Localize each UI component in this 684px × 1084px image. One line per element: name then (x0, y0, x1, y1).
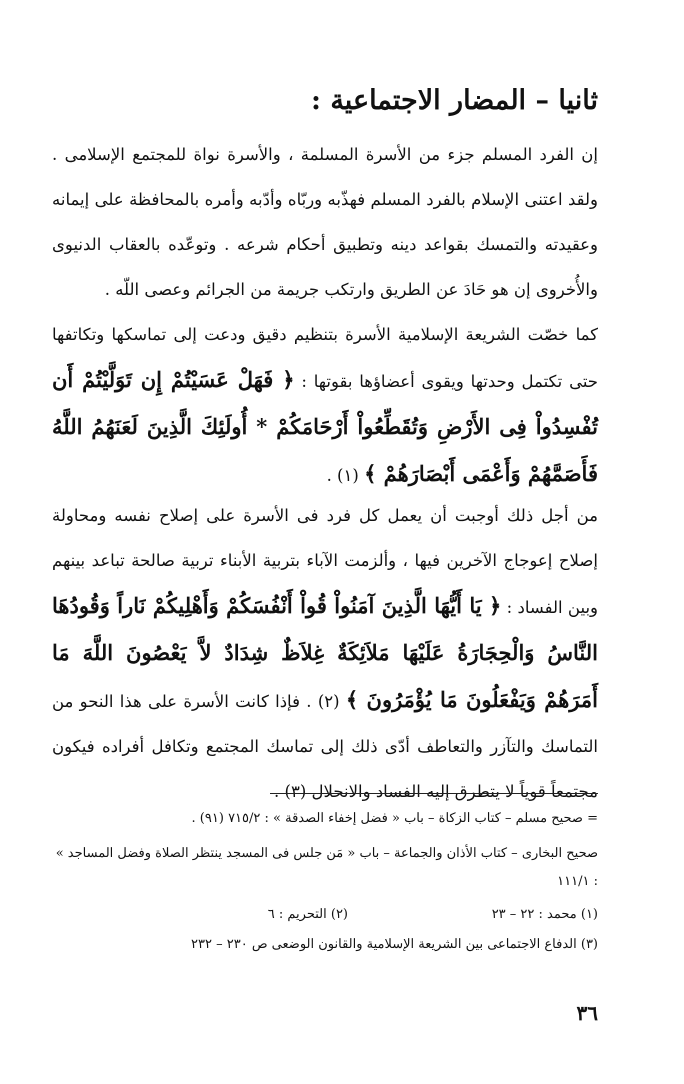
paragraph-1: إن الفرد المسلم جزء من الأسرة المسلمة ، والأسرة نواة للمجتمع الإسلامى . ولقد اعتنى الإسلام بالفرد المسلم فهذّبه وربّاه وأدّبه وأمره بالمحافظة على إيمانه وعقيدته والتمسك بقواعد دينه وتطبيق أحكام شرعه . وتوعّده بالعقاب الدنيوى والأُخروى إن هو حَادَ عن الطريق وارتكب جريمة من الجرائم وعصى اللّه . (52, 145, 598, 299)
footnote-divider (270, 793, 598, 794)
paragraph-3-rest: . فإذا كانت الأسرة على هذا النحو من التماسك والتآزر والتعاطف أدّى ذلك إلى تماسك المجتمع وتكافل أفراده فيكون مجتمعاً قوياً لا يتطرق إليه الفساد والانحلال (52, 692, 598, 801)
paragraph-3-text: من أجل ذلك أوجبت أن يعمل كل فرد فى الأسرة على إصلاح نفسه ومحاولة إصلاح إعوجاج الآخرين فيها ، وألزمت الآباء بتربية الأبناء تربية صالحة تباعد بينهم وبين الفساد : (52, 506, 598, 617)
footnote-bukhari: صحيح البخارى – كتاب الأذان والجماعة – باب « مَن جلس فى المسجد ينتظر الصلاة وفضل المساجد » : ١١١/١ (55, 846, 598, 889)
quran-verse-1: ﴿ فَهَلْ عَسَيْتُمْ إِن تَوَلَّيْتُمْ أَن تُفْسِدُواْ فِى الأَرْضِ وَتُقَطِّعُواْ أَرْحَامَكُمْ * أُولَئِكَ الَّذِينَ لَعَنَهُمُ اللَّهُ فَأَصَمَّهُمْ وَأَعْمَى أَبْصَارَهُمْ ﴾ (52, 367, 598, 486)
paragraph-3 (52, 493, 598, 814)
footnote-2: (٢) التحريم : ٦ (267, 907, 348, 922)
footnote-continuation: = صحيح مسلم – كتاب الزكاة – باب « فضل إخفاء الصدقة » : ٧١٥/٢ (٩١) . (191, 811, 598, 826)
section-heading: ثانيا – المضار الاجتماعية : (310, 85, 598, 116)
footnote-ref-2: (٢) (317, 692, 340, 711)
footnote-1: (١) محمد : ٢٢ – ٢٣ (491, 907, 598, 922)
footnote-3: (٣) الدفاع الاجتماعى بين الشريعة الإسلامية والقانون الوضعى ص ٢٣٠ – ٢٣٢ (191, 937, 598, 952)
paragraph-2 (52, 312, 598, 498)
quran-verse-2: ﴿ يَا أَيُّهَا الَّذِينَ آمَنُواْ قُواْ أَنْفُسَكُمْ وَأَهْلِيكُمْ نَاراً وَقُودُهَا النَّاسُ وَالْحِجَارَةُ عَلَيْهَا مَلاَئِكَةٌ غِلاَظٌ شِدَادٌ لاَّ يَعْصُونَ اللَّهَ مَا أَمَرَهُمْ وَيَفْعَلُونَ مَا يُؤْمَرُونَ ﴾ (52, 593, 598, 712)
paragraph-2-text: كما خصّت الشريعة الإسلامية الأسرة بتنظيم دقيق ودعت إلى تماسكها وتكاتفها حتى تكتمل وحدتها ويقوى أعضاؤها بقوتها : (52, 325, 599, 391)
page-number: ٣٦ (576, 1001, 598, 1025)
footnote-ref-1: (١) . (326, 466, 359, 485)
footnote-ref-3: (٣) . (274, 782, 307, 801)
